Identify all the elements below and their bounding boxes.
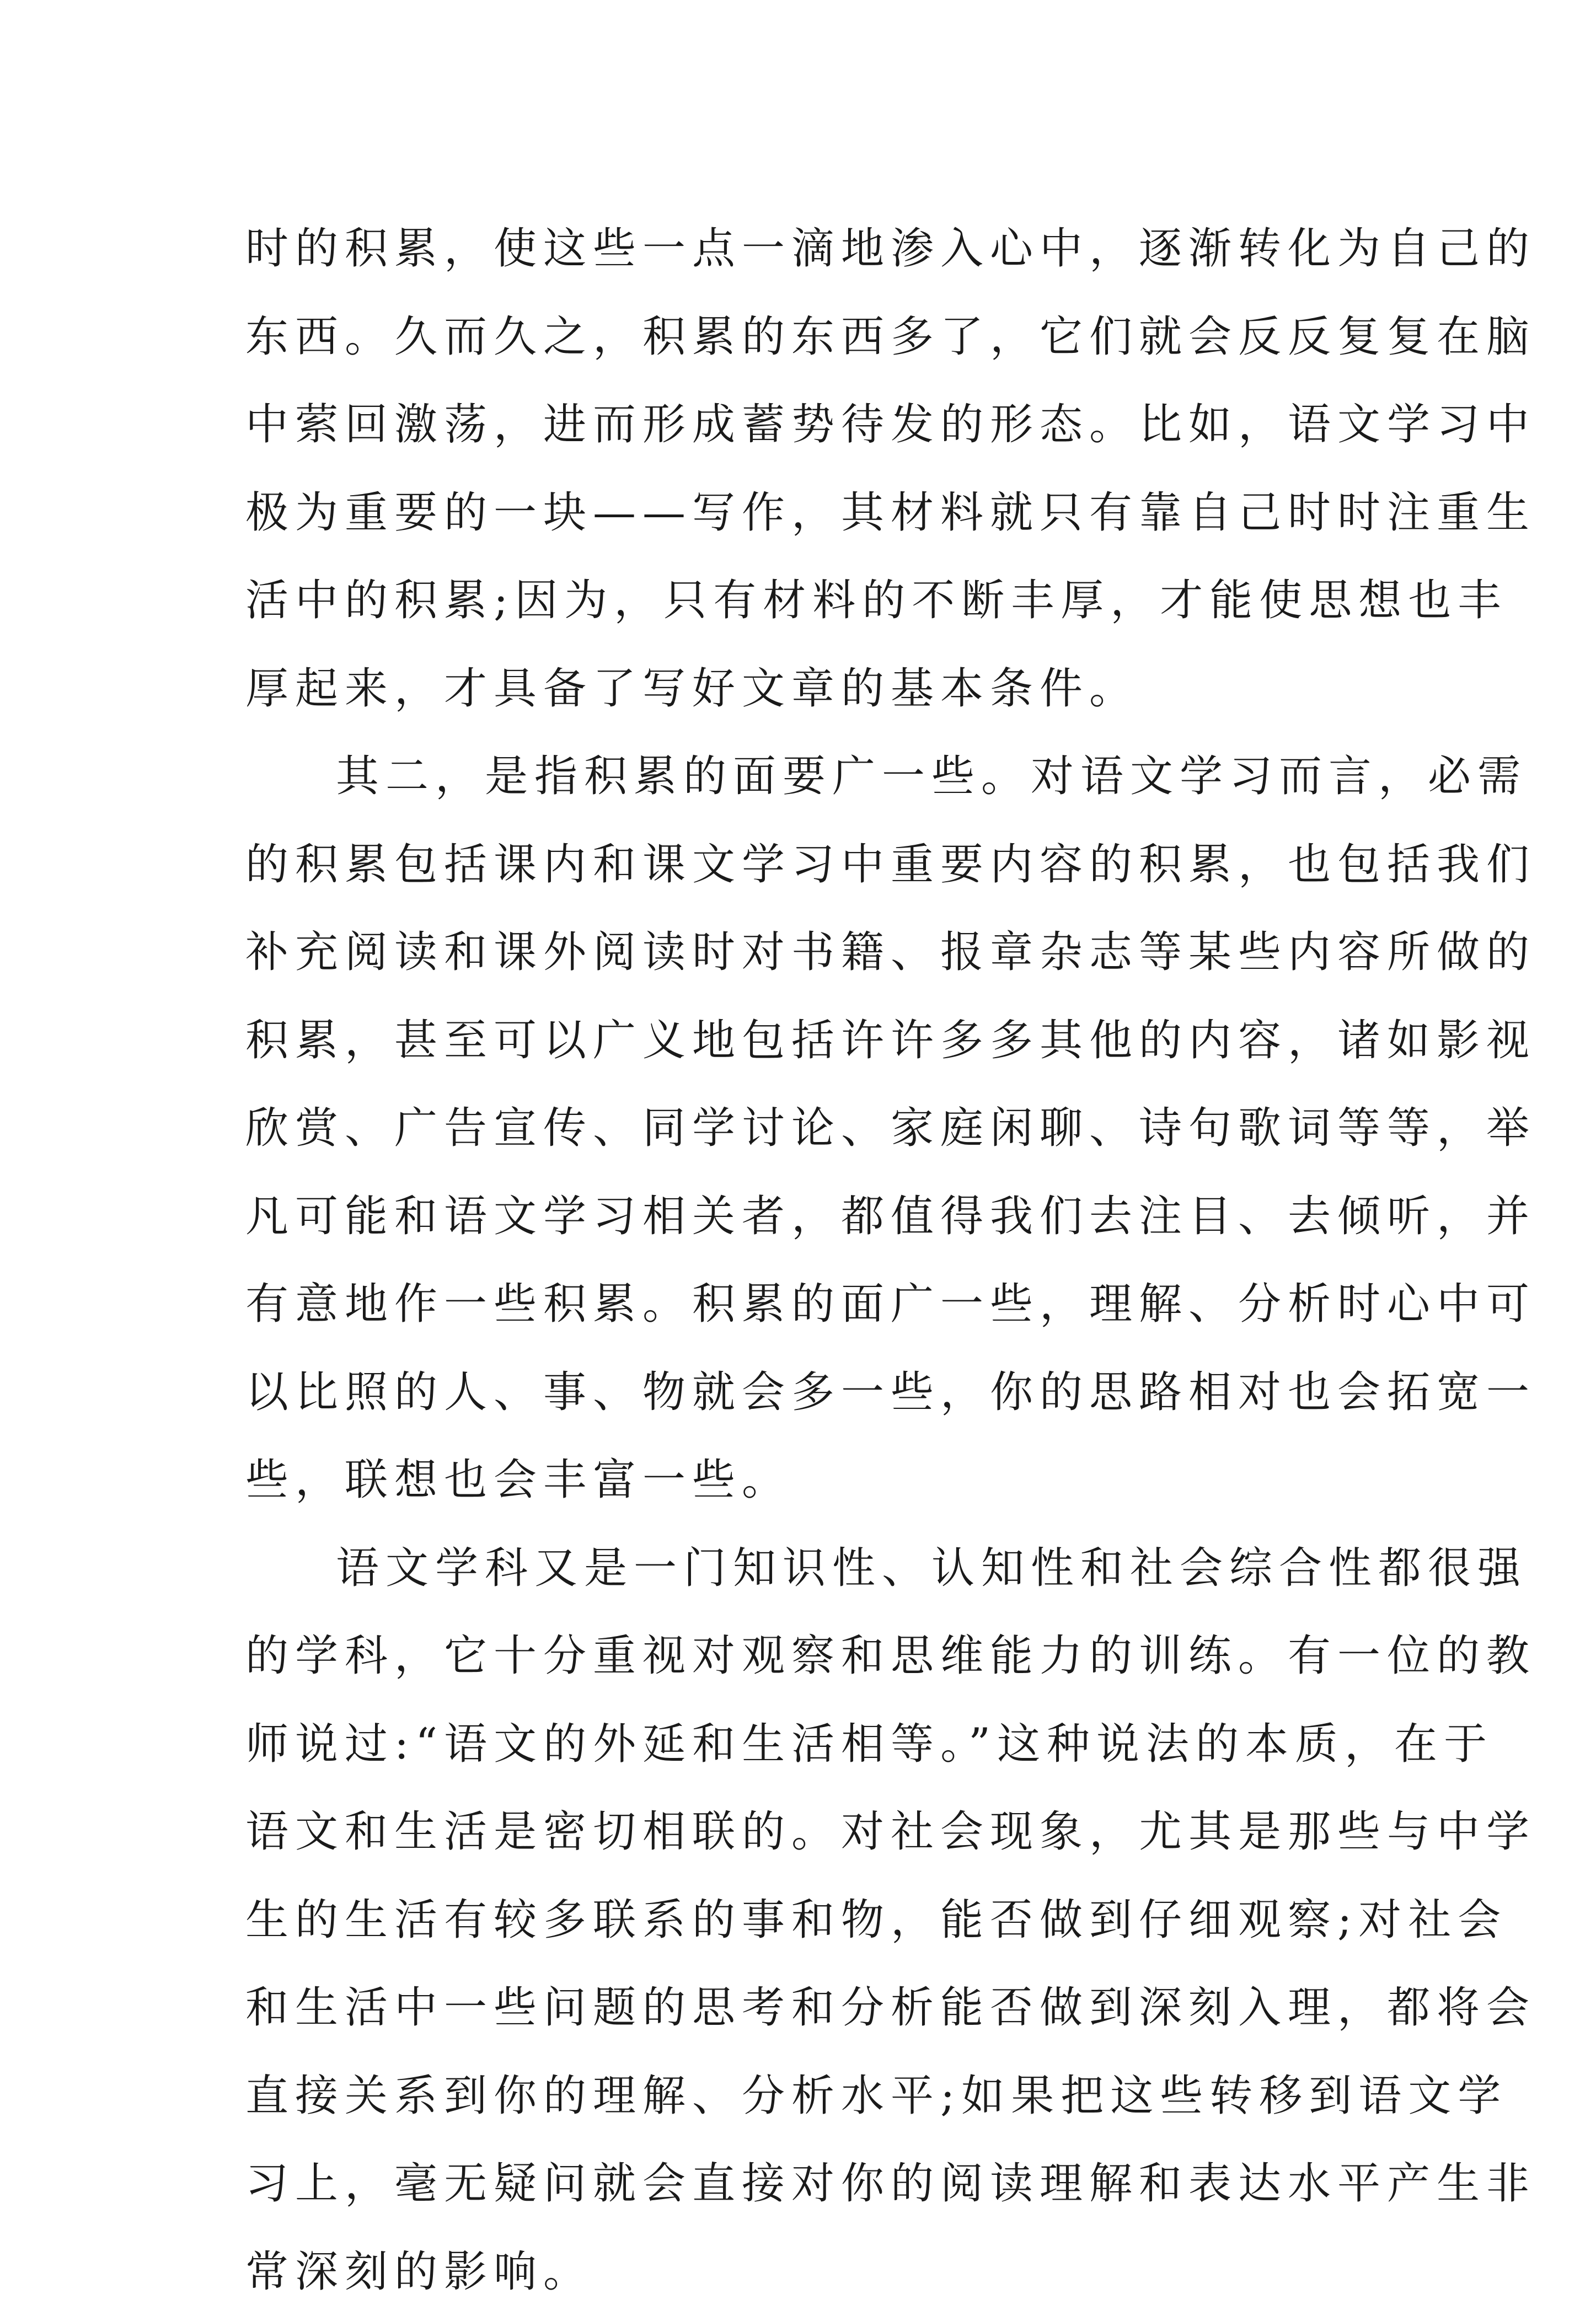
text-line: 中萦回激荡，进而形成蓄势待发的形态。比如，语文学习中 bbox=[245, 381, 1365, 469]
text-line: 欣赏、广告宣传、同学讨论、家庭闲聊、诗句歌词等等，举 bbox=[245, 1085, 1365, 1173]
paragraph-first-line: 语文学科又是一门知识性、认知性和社会综合性都很强 bbox=[245, 1525, 1365, 1613]
text-line: 活中的积累;因为，只有材料的不断丰厚，才能使思想也丰 bbox=[245, 557, 1365, 645]
text-line: 常深刻的影响。 bbox=[245, 2228, 1365, 2316]
text-line: 积累，甚至可以广义地包括许许多多其他的内容，诸如影视 bbox=[245, 997, 1365, 1085]
text-line: 东西。久而久之，积累的东西多了，它们就会反反复复在脑 bbox=[245, 293, 1365, 382]
text-line: 语文和生活是密切相联的。对社会现象，尤其是那些与中学 bbox=[245, 1788, 1365, 1877]
text-line: 厚起来，才具备了写好文章的基本条件。 bbox=[245, 645, 1365, 733]
paragraph-first-line: 其二，是指积累的面要广一些。对语文学习而言，必需 bbox=[245, 733, 1365, 821]
text-line: 生的生活有较多联系的事和物，能否做到仔细观察;对社会 bbox=[245, 1877, 1365, 1965]
text-line: 和生活中一些问题的思考和分析能否做到深刻入理，都将会 bbox=[245, 1964, 1365, 2052]
text-line: 有意地作一些积累。积累的面广一些，理解、分析时心中可 bbox=[245, 1261, 1365, 1349]
text-line: 直接关系到你的理解、分析水平;如果把这些转移到语文学 bbox=[245, 2052, 1365, 2141]
text-line: 的积累包括课内和课文学习中重要内容的积累，也包括我们 bbox=[245, 821, 1365, 909]
text-line: 补充阅读和课外阅读时对书籍、报章杂志等某些内容所做的 bbox=[245, 909, 1365, 997]
text-line: 时的积累，使这些一点一滴地渗入心中，逐渐转化为自己的 bbox=[245, 205, 1365, 293]
text-line: 些，联想也会丰富一些。 bbox=[245, 1436, 1365, 1525]
text-line: 凡可能和语文学习相关者，都值得我们去注目、去倾听，并 bbox=[245, 1173, 1365, 1261]
text-line: 极为重要的一块——写作，其材料就只有靠自己时时注重生 bbox=[245, 469, 1365, 557]
text-line: 的学科，它十分重视对观察和思维能力的训练。有一位的教 bbox=[245, 1612, 1365, 1701]
text-line: 习上，毫无疑问就会直接对你的阅读理解和表达水平产生非 bbox=[245, 2140, 1365, 2228]
text-line: 以比照的人、事、物就会多一些，你的思路相对也会拓宽一 bbox=[245, 1349, 1365, 1437]
text-line: 师说过:“语文的外延和生活相等。”这种说法的本质，在于 bbox=[245, 1701, 1365, 1789]
body-text bbox=[245, 205, 1365, 2316]
